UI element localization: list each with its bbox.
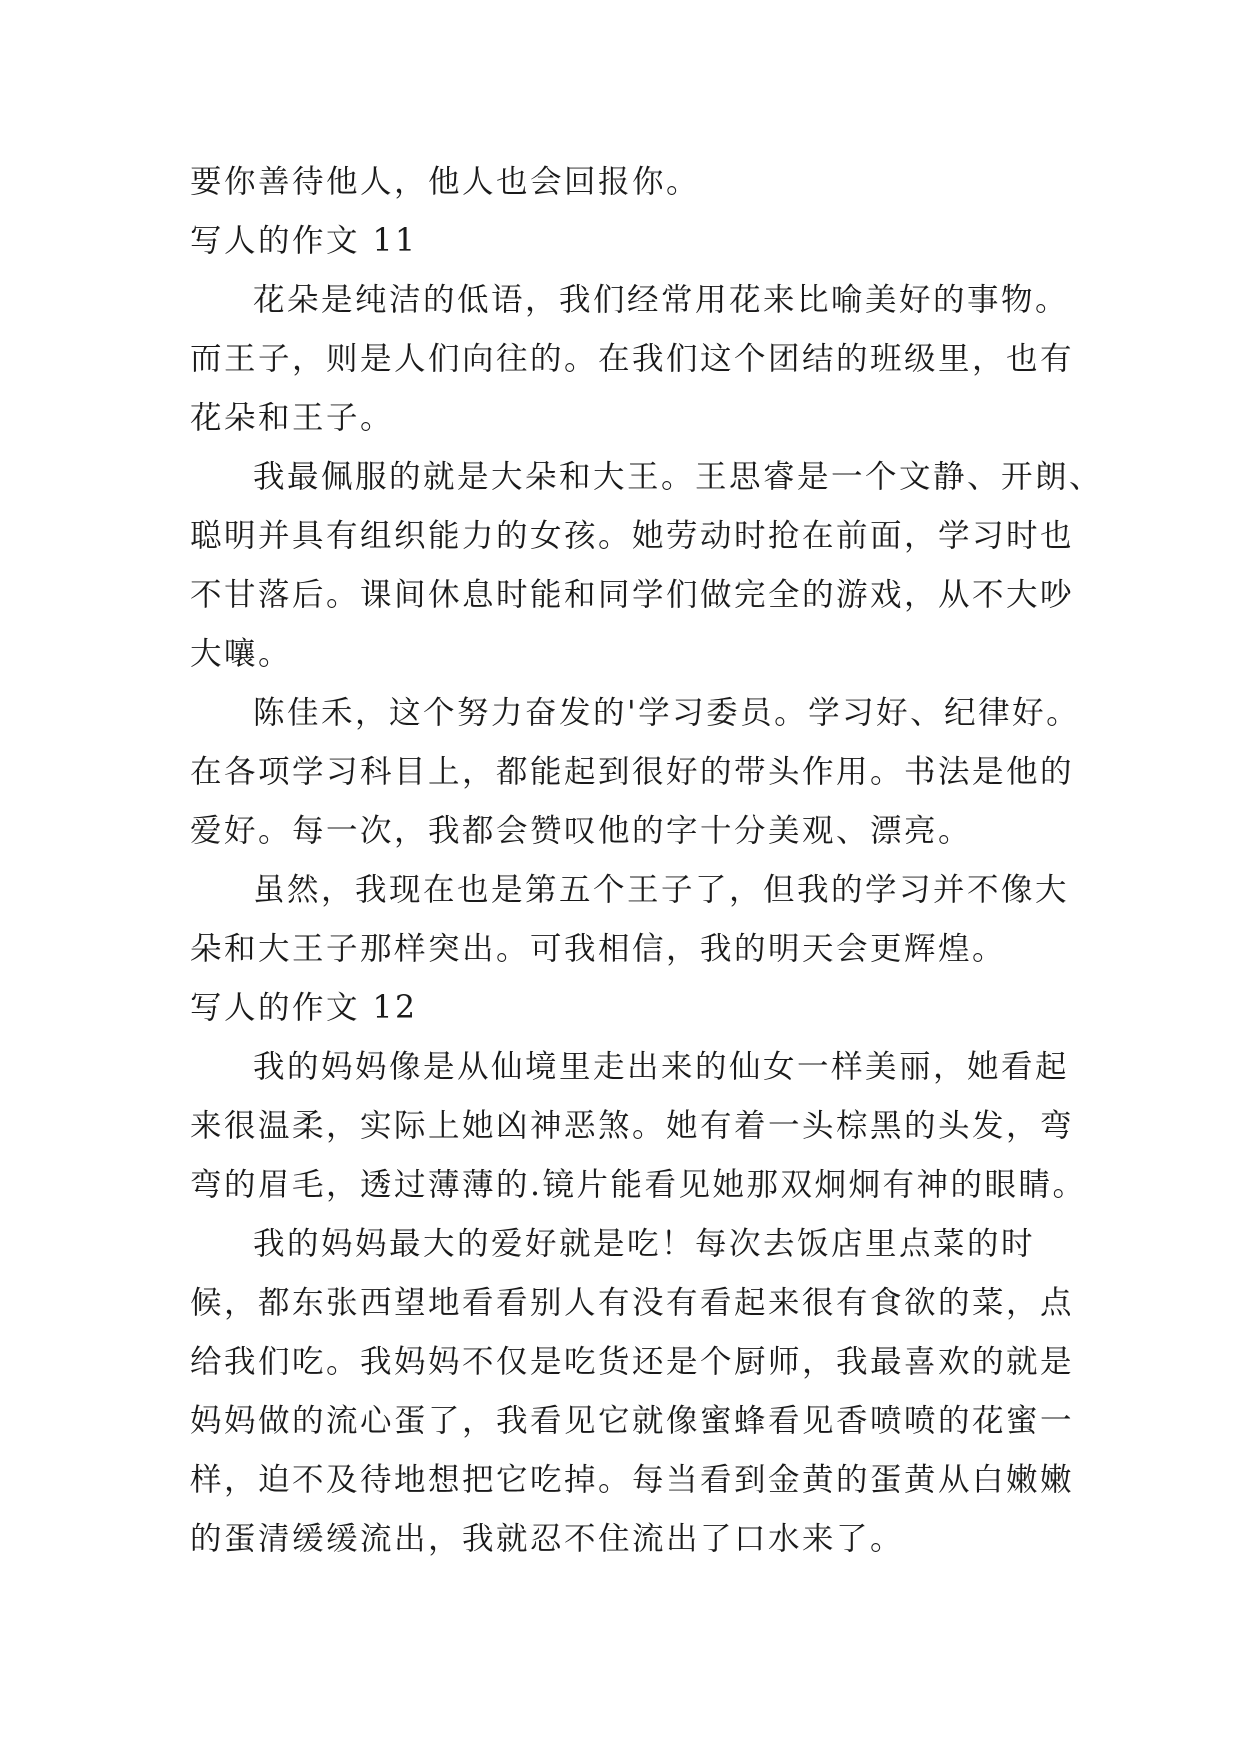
essay-heading: 写人的作文 11: [190, 223, 418, 259]
text-line: 样，迫不及待地想把它吃掉。每当看到金黄的蛋黄从白嫩嫩: [190, 1462, 1075, 1498]
text-line: 花朵和王子。: [190, 400, 395, 436]
text-line: 花朵是纯洁的低语，我们经常用花来比喻美好的事物。: [253, 282, 1070, 318]
text-line: 大嚷。: [190, 636, 293, 672]
text-line: 爱好。每一次，我都会赞叹他的字十分美观、漂亮。: [190, 813, 973, 849]
text-line: 不甘落后。课间休息时能和同学们做完全的游戏，从不大吵: [190, 577, 1075, 613]
text-line: 弯的眉毛，透过薄薄的.镜片能看见她那双炯炯有神的眼睛。: [190, 1167, 1087, 1203]
essay-heading: 写人的作文 12: [190, 990, 418, 1026]
document-body: [190, 153, 1104, 1569]
text-line: 陈佳禾，这个努力奋发的'学习委员。学习好、纪律好。: [253, 695, 1081, 731]
text-line: 候，都东张西望地看看别人有没有看起来很有食欲的菜，点: [190, 1285, 1075, 1321]
text-line: 来很温柔，实际上她凶神恶煞。她有着一头棕黑的头发，弯: [190, 1108, 1075, 1144]
text-line: 给我们吃。我妈妈不仅是吃货还是个厨师，我最喜欢的就是: [190, 1344, 1075, 1380]
text-line: 妈妈做的流心蛋了，我看见它就像蜜蜂看见香喷喷的花蜜一: [190, 1403, 1075, 1439]
text-line: 要你善待他人，他人也会回报你。: [190, 164, 701, 200]
text-line: 虽然，我现在也是第五个王子了，但我的学习并不像大: [253, 872, 1070, 908]
text-line: 而王子，则是人们向往的。在我们这个团结的班级里，也有: [190, 341, 1075, 377]
text-line: 朵和大王子那样突出。可我相信，我的明天会更辉煌。: [190, 931, 1007, 967]
text-line: 聪明并具有组织能力的女孩。她劳动时抢在前面，学习时也: [190, 518, 1075, 554]
text-line: 我最佩服的就是大朵和大王。王思睿是一个文静、开朗、: [253, 459, 1104, 495]
text-line: 在各项学习科目上，都能起到很好的带头作用。书法是他的: [190, 754, 1075, 790]
text-line: 我的妈妈像是从仙境里走出来的仙女一样美丽，她看起: [253, 1049, 1070, 1085]
text-line: 我的妈妈最大的爱好就是吃！每次去饭店里点菜的时: [253, 1226, 1036, 1262]
text-line: 的蛋清缓缓流出，我就忍不住流出了口水来了。: [190, 1521, 905, 1557]
